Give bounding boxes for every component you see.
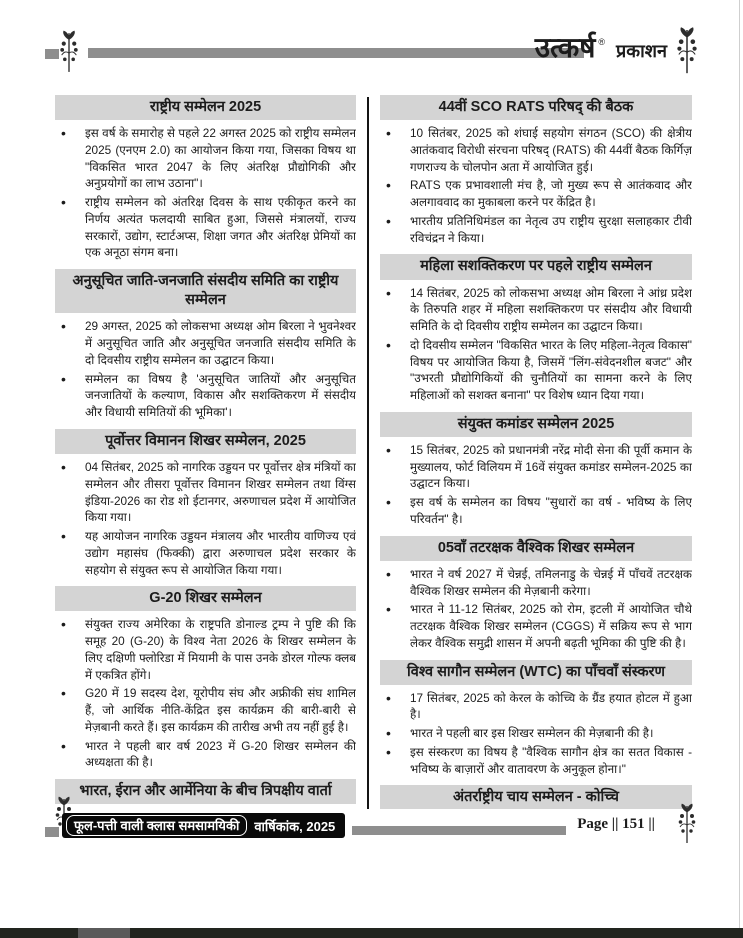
section-title: पूर्वोत्तर विमानन शिखर सम्मेलन, 2025 bbox=[55, 429, 356, 454]
content-section bbox=[380, 660, 692, 778]
content-section bbox=[55, 586, 356, 771]
bullet-item: • 15 सितंबर, 2025 को प्रधानमंत्री नरेंद्र मोदी सेना की पूर्वी कमान के मुख्यालय, फोर्ट विलियम में 16वें संयुक्त कमांडर सम्मेलन-2025 का उद्घाटन किया। bbox=[380, 442, 692, 492]
footer-rule bbox=[352, 826, 566, 835]
bullet-list bbox=[55, 459, 356, 578]
content-section bbox=[55, 429, 356, 578]
section-title: 05वाँ तटरक्षक वैश्विक शिखर सम्मेलन bbox=[380, 536, 692, 561]
publisher-logo-suffix: प्रकाशन bbox=[616, 41, 667, 61]
bullet-list bbox=[55, 616, 356, 771]
section-title: महिला सशक्तिकरण पर पहले राष्ट्रीय सम्मेलन bbox=[380, 254, 692, 279]
bullet-list bbox=[380, 690, 692, 778]
bullet-item: • RATS एक प्रभावशाली मंच है, जो मुख्य रूप से आतंकवाद और अलगाववाद का मुकाबला करने पर केंद्रित है। bbox=[380, 177, 692, 211]
viewer-bottom-bar bbox=[0, 928, 743, 938]
series-title: फूल-पत्ती वाली क्लास समसामयिकी bbox=[66, 815, 247, 836]
section-title: G-20 शिखर सम्मेलन bbox=[55, 586, 356, 611]
series-edition: वार्षिकांक, 2025 bbox=[254, 818, 336, 834]
content-section bbox=[380, 785, 692, 809]
content-section bbox=[380, 254, 692, 403]
bullet-item: • 29 अगस्त, 2025 को लोकसभा अध्यक्ष ओम बिरला ने भुवनेश्वर में अनुसूचित जाति और अनुसूचित जनजाति संसदीय समिति के दो दिवसीय राष्ट्रीय सम्मेलन का उद्घाटन किया। bbox=[55, 318, 356, 368]
left-column bbox=[55, 95, 356, 809]
bullet-item: • भारत ने वर्ष 2027 में चेन्नई, तमिलनाडु के चेन्नई में पाँचवें तटरक्षक वैश्विक शिखर सम्मेलन की मेज़बानी करेगा। bbox=[380, 566, 692, 600]
bullet-item: • 14 सितंबर, 2025 को लोकसभा अध्यक्ष ओम बिरला ने आंध्र प्रदेश के तिरुपति शहर में महिला सशक्तिकरण पर संसदीय और विधायी समिति के दो दिवसीय राष्ट्रीय सम्मेलन का उद्घाटन किया। bbox=[380, 285, 692, 335]
bullet-list bbox=[380, 442, 692, 528]
content-section bbox=[55, 95, 356, 261]
footer-rule-cap bbox=[45, 827, 59, 837]
bullet-list bbox=[380, 125, 692, 246]
section-title: भारत, ईरान और आर्मेनिया के बीच त्रिपक्षीय वार्ता bbox=[55, 779, 356, 804]
section-title: अंतर्राष्ट्रीय चाय सम्मेलन - कोच्चि bbox=[380, 785, 692, 809]
page-body bbox=[55, 95, 692, 809]
bullet-item: • भारत ने 11-12 सितंबर, 2025 को रोम, इटली में आयोजित चौथे तटरक्षक वैश्विक शिखर सम्मेलन (CGGS) में सक्रिय रूप से भाग लेकर वैश्विक समुद्री शासन में अपनी बढ़ती भूमिका की पुष्टि की है। bbox=[380, 601, 692, 651]
bullet-item: • यह आयोजन नागरिक उड्डयन मंत्रालय और भारतीय वाणिज्य एवं उद्योग महासंघ (फिक्की) द्वारा अरुणाचल प्रदेश सरकार के सहयोग से संयुक्त रूप से आयोजित किया गया। bbox=[55, 528, 356, 578]
content-section bbox=[380, 536, 692, 652]
bullet-item: • 17 सितंबर, 2025 को केरल के कोच्चि के ग्रैंड हयात होटल में हुआ है। bbox=[380, 690, 692, 724]
publisher-logo bbox=[535, 28, 667, 66]
bullet-item: • भारतीय प्रतिनिधिमंडल का नेतृत्व उप राष्ट्रीय सुरक्षा सलाहकार टीवी रविचंद्रन ने किया। bbox=[380, 213, 692, 247]
content-section bbox=[380, 412, 692, 528]
bullet-item: • भारत ने पहली बार इस शिखर सम्मेलन की मेज़बानी की है। bbox=[380, 725, 692, 742]
content-section bbox=[55, 269, 356, 421]
bullet-item: • भारत ने पहली बार वर्ष 2023 में G-20 शिखर सम्मेलन की अध्यक्षता की है। bbox=[55, 738, 356, 772]
column-divider bbox=[367, 97, 369, 809]
page-number: Page || 151 || bbox=[577, 816, 655, 832]
right-column bbox=[380, 95, 692, 809]
scrollbar-thumb[interactable] bbox=[78, 928, 130, 938]
section-title: 44वीं SCO RATS परिषद् की बैठक bbox=[380, 95, 692, 120]
bullet-item: • G20 में 19 सदस्य देश, यूरोपीय संघ और अफ्रीकी संघ शामिल हैं, जो आर्थिक नीति-केंद्रित इस कार्यक्रम की बारी-बारी से मेज़बानी करते हैं। इस कार्यक्रम की तारीख अभी तय नहीं हुई है। bbox=[55, 685, 356, 735]
header-rule bbox=[88, 48, 584, 58]
section-title: राष्ट्रीय सम्मेलन 2025 bbox=[55, 95, 356, 120]
registered-mark: ® bbox=[598, 37, 606, 47]
publisher-logo-text: उत्कर्ष bbox=[534, 32, 596, 63]
bullet-item: • राष्ट्रीय सम्मेलन को अंतरिक्ष दिवस के साथ एकीकृत करने का निर्णय अत्यंत फलदायी साबित हुआ, जिससे मंत्रालयों, राज्य सरकारों, उद्योग, स्टार्टअप्स, शिक्षा जगत और अंतरिक्ष प्रेमियों का एक अनूठा संगम बना। bbox=[55, 194, 356, 261]
series-title-badge bbox=[62, 813, 345, 838]
header-rule-cap bbox=[45, 49, 59, 59]
section-title: अनुसूचित जाति-जनजाति संसदीय समिति का राष्ट्रीय सम्मेलन bbox=[55, 269, 356, 313]
bullet-item: • दो दिवसीय सम्मेलन "विकसित भारत के लिए महिला-नेतृत्व विकास" विषय पर आयोजित किया है, जिसमें "लिंग-संवेदनशील बजट" और "उभरती प्रौद्योगिकियों की चुनौतियों का सामना करने के लिए महिलाओं को सशक्त बनाना" पर विशेष ध्यान दिया गया। bbox=[380, 337, 692, 404]
section-title: संयुक्त कमांडर सम्मेलन 2025 bbox=[380, 412, 692, 437]
bullet-item: • 10 सितंबर, 2025 को शंघाई सहयोग संगठन (SCO) की क्षेत्रीय आतंकवाद विरोधी संरचना परिषद् (RATS) की 44वीं बैठक किर्गिज़ गणराज्य के चोलपोन अता में आयोजित हुई। bbox=[380, 125, 692, 175]
content-section bbox=[380, 95, 692, 246]
bullet-item: • इस संस्करण का विषय है "वैश्विक सागौन क्षेत्र का सतत विकास - भविष्य के बाज़ारों और वातावरण के अनुकूल होना।" bbox=[380, 744, 692, 778]
bullet-list bbox=[55, 125, 356, 261]
floral-ornament-icon bbox=[673, 26, 701, 81]
bullet-item: • 04 सितंबर, 2025 को नागरिक उड्डयन पर पूर्वोत्तर क्षेत्र मंत्रियों का सम्मेलन और तीसरा पूर्वोत्तर विमानन शिखर सम्मेलन तथा विंग्स इंडिया-2026 का रोड शो ईटानगर, अरुणाचल प्रदेश में आयोजित किया गया। bbox=[55, 459, 356, 526]
bullet-list bbox=[55, 318, 356, 421]
bullet-item: • इस वर्ष के सम्मेलन का विषय "सुधारों का वर्ष - भविष्य के लिए परिवर्तन" है। bbox=[380, 494, 692, 528]
bullet-item: • इस वर्ष के समारोह से पहले 22 अगस्त 2025 को राष्ट्रीय सम्मेलन 2025 (एनएम 2.0) का आयोजन किया गया, जिसका विषय था "विकसित भारत 2047 के लिए अंतरिक्ष प्रौद्योगिकी और अनुप्रयोगों का लाभ उठाना"। bbox=[55, 125, 356, 192]
section-title: विश्व सागौन सम्मेलन (WTC) का पाँचवाँ संस्करण bbox=[380, 660, 692, 685]
bullet-list bbox=[380, 566, 692, 652]
bullet-list bbox=[380, 285, 692, 404]
viewer-page-edge bbox=[739, 0, 740, 938]
floral-ornament-icon bbox=[56, 30, 82, 79]
bullet-item: • सम्मेलन का विषय है 'अनुसूचित जातियों और अनुसूचित जनजातियों के कल्याण, विकास और सशक्तिकरण में संसदीय और विधायी समितियों की भूमिका'। bbox=[55, 371, 356, 421]
content-section bbox=[55, 779, 356, 809]
floral-ornament-icon bbox=[675, 803, 699, 850]
bullet-item: • संयुक्त राज्य अमेरिका के राष्ट्रपति डोनाल्ड ट्रम्प ने पुष्टि की कि समूह 20 (G-20) के विश्व नेता 2026 के शिखर सम्मेलन के लिए दक्षिणी फ्लोरिडा में मियामी के पास उनके डोरल गोल्फ क्लब में एकत्रित होंगे। bbox=[55, 616, 356, 683]
